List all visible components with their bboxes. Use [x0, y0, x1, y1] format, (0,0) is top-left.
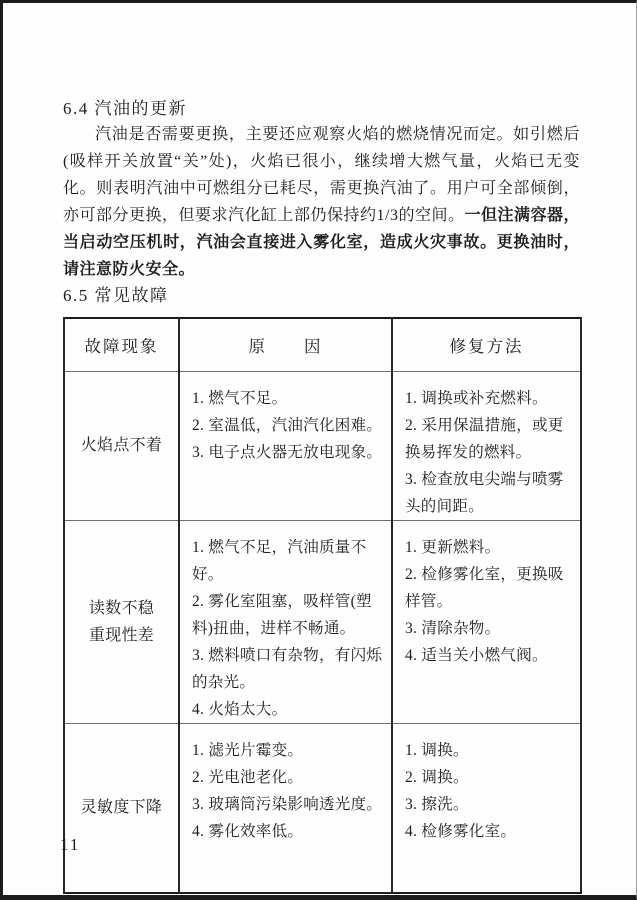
- fault-table-header: [64, 318, 581, 371]
- cell-line: 3. 擦洗。: [405, 795, 469, 813]
- page-number: 11: [60, 835, 81, 854]
- fault-table-body: [64, 371, 581, 893]
- table-row: [64, 371, 581, 520]
- cell-line: 3. 玻璃筒污染影响透光度。: [192, 795, 383, 813]
- cell-line: 4. 适当关小燃气阀。: [405, 646, 548, 664]
- cell-line: 1. 调换或补充燃料。: [405, 389, 548, 407]
- paragraph-warning-text: 一但注满容器，当启动空压机时，汽油会直接进入雾化室，造成火灾事故。更换油时，请注意防火安全。: [63, 207, 580, 278]
- column-header-fix: 修复方法: [392, 318, 581, 371]
- cell-line: 重现性差: [88, 626, 155, 644]
- fixes-cell: [392, 520, 581, 723]
- column-header-cause: 原 因: [179, 318, 392, 371]
- cell-line: 4. 检修雾化室。: [405, 822, 517, 840]
- cell-line: 读数不稳: [88, 599, 155, 617]
- cell-line: 4. 火焰太大。: [192, 700, 288, 718]
- cell-line: 2. 室温低，汽油汽化困难。: [192, 416, 383, 434]
- fixes-cell: [392, 723, 581, 893]
- fault-table: [63, 317, 582, 894]
- cell-line: 1. 滤光片霉变。: [192, 741, 304, 759]
- cell-line: 1. 燃气不足，汽油质量不好。: [192, 538, 367, 583]
- cell-line: 1. 调换。: [405, 741, 469, 759]
- body-paragraph: [63, 121, 580, 283]
- cell-line: 2. 光电池老化。: [192, 768, 304, 786]
- header-row: [64, 318, 581, 371]
- section-heading-6-4: 6.4 汽油的更新: [63, 99, 187, 118]
- cell-line: 3. 燃料喷口有杂物，有闪烁的杂光。: [192, 646, 383, 691]
- cell-line: 灵敏度下降: [80, 799, 163, 817]
- cell-line: 1. 更新燃料。: [405, 538, 501, 556]
- symptom-cell: [64, 520, 179, 723]
- symptom-cell: [64, 371, 179, 520]
- section-heading-6-5: 6.5 常见故障: [63, 286, 169, 305]
- cell-line: 2. 调换。: [405, 768, 469, 786]
- causes-cell: [179, 520, 392, 723]
- page-content: [63, 96, 580, 894]
- table-row: [64, 520, 581, 723]
- causes-cell: [179, 723, 392, 893]
- column-header-symptom: 故障现象: [64, 318, 179, 371]
- cell-line: 2. 雾化室阻塞，吸样管(塑料)扭曲，进样不畅通。: [192, 592, 372, 637]
- cell-line: 2. 采用保温措施，或更换易挥发的燃料。: [405, 416, 564, 461]
- cell-line: 3. 清除杂物。: [405, 619, 501, 637]
- cell-line: 4. 雾化效率低。: [192, 822, 304, 840]
- cell-line: 3. 检查放电尖端与喷雾头的间距。: [405, 470, 564, 515]
- paragraph-normal-text: 汽油是否需要更换，主要还应观察火焰的燃烧情况而定。如引燃后(吸样开关放置“关”处)，火焰已很小，继续增大燃气量，火焰已无变化。则表明汽油中可燃组分已耗尽，需更换汽油了。用户可全部倾倒，亦可部分更换，但要求汽化缸上部仍保持约1/3的空间。: [63, 126, 580, 224]
- causes-cell: [179, 371, 392, 520]
- cell-line: 3. 电子点火器无放电现象。: [192, 443, 383, 461]
- cell-line: 1. 燃气不足。: [192, 389, 288, 407]
- cell-line: 2. 检修雾化室，更换吸样管。: [405, 565, 564, 610]
- cell-line: 火焰点不着: [80, 437, 163, 454]
- fixes-cell: [392, 371, 581, 520]
- symptom-cell: [64, 723, 179, 893]
- table-row: [64, 723, 581, 893]
